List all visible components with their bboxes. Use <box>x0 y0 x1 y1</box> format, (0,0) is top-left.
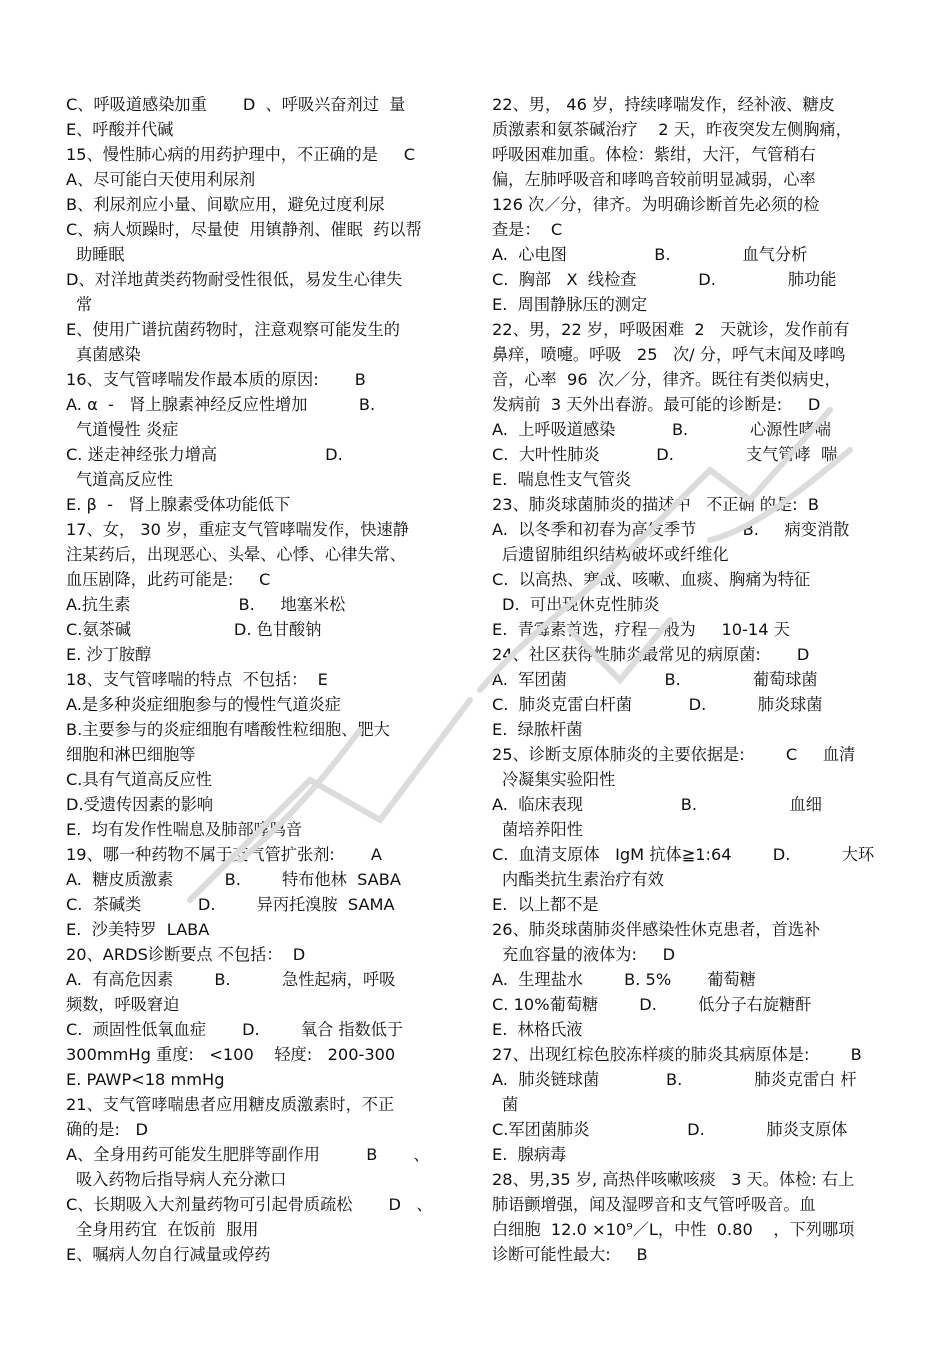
text-line: A、尽可能白天使用利尿剂 <box>66 170 256 189</box>
text-line: 诊断可能性最大: B <box>492 1245 648 1264</box>
text-line: 全身用药宜 在饭前 服用 <box>76 1220 259 1239</box>
text-line: 后遗留肺组织结构破坏或纤维化 <box>502 545 729 564</box>
text-line: E. 青霉素首选，疗程一般为 10-14 天 <box>492 620 790 639</box>
text-line: 发病前 3 天外出春游。最可能的诊断是: D <box>492 395 821 414</box>
text-line: 常 <box>76 295 93 314</box>
text-line: E、使用广谱抗菌药物时，注意观察可能发生的 <box>66 320 400 339</box>
text-line: E. 沙丁胺醇 <box>66 645 152 664</box>
text-line: D.受遗传因素的影响 <box>66 795 214 814</box>
text-line: E. β - 肾上腺素受体功能低下 <box>66 495 291 514</box>
text-line: E. 周围静脉压的测定 <box>492 295 648 314</box>
text-line: 22、男，22 岁，呼吸困难 2 天就诊，发作前有 <box>492 320 850 339</box>
text-line: E. 沙美特罗 LABA <box>66 920 210 939</box>
text-line: 助睡眠 <box>76 245 125 264</box>
text-line: 查是： C <box>492 220 563 239</box>
text-line: 偏，左肺呼吸音和哮鸣音较前明显减弱，心率 <box>492 170 816 189</box>
text-line: A. 糖皮质激素 B. 特布他林 SABA <box>66 870 401 889</box>
text-line: A. 上呼吸道感染 B. 心源性哮喘 <box>492 420 831 439</box>
text-line: 气道高反应性 <box>76 470 174 489</box>
text-line: D、对洋地黄类药物耐受性很低，易发生心律失 <box>66 270 403 289</box>
text-line: 21、支气管哮喘患者应用糖皮质激素时，不正 <box>66 1095 395 1114</box>
text-line: C. 肺炎克雷白杆菌 D. 肺炎球菌 <box>492 695 823 714</box>
right-column <box>492 92 902 1267</box>
text-line: 吸入药物后指导病人充分漱口 <box>76 1170 287 1189</box>
text-line: 16、支气管哮喘发作最本质的原因: B <box>66 370 366 389</box>
text-line: 28、男,35 岁, 高热伴咳嗽咳痰 3 天。体检: 右上 <box>492 1170 855 1189</box>
text-line: 真菌感染 <box>76 345 141 364</box>
text-line: 18、支气管哮喘的特点 不包括： E <box>66 670 328 689</box>
text-line: C、长期吸入大剂量药物可引起骨质疏松 D 、 <box>66 1195 433 1214</box>
text-line: E. PAWP<18 mmHg <box>66 1070 225 1089</box>
text-line: C.氨茶碱 D. 色甘酸钠 <box>66 620 322 639</box>
text-line: A. 有高危因素 B. 急性起病，呼吸 <box>66 970 396 989</box>
text-line: E. 腺病毒 <box>492 1145 567 1164</box>
text-line: 菌 <box>502 1095 519 1114</box>
text-line: 白细胞 12.0 ×10⁹／L，中性 0.80 ，下列哪项 <box>492 1220 855 1239</box>
text-line: 24、社区获得性肺炎最常见的病原菌: D <box>492 645 810 664</box>
text-line: C. 迷走神经张力增高 D. <box>66 445 343 464</box>
text-line: C、病人烦躁时，尽量使 用镇静剂、催眠 药以帮 <box>66 220 422 239</box>
text-line: C. 10%葡萄糖 D. 低分子右旋糖酐 <box>492 995 812 1014</box>
text-line: C.具有气道高反应性 <box>66 770 212 789</box>
text-line: 23、肺炎球菌肺炎的描述中 不正确 的是: B <box>492 495 820 514</box>
text-line: A. 肺炎链球菌 B. 肺炎克雷白 杆 <box>492 1070 857 1089</box>
text-line: 气道慢性 炎症 <box>76 420 179 439</box>
left-column <box>66 92 471 1267</box>
text-line: A. 临床表现 B. 血细 <box>492 795 822 814</box>
text-line: C. 大叶性肺炎 D. 支气管哮 喘 <box>492 445 838 464</box>
text-line: C.军团菌肺炎 D. 肺炎支原体 <box>492 1120 848 1139</box>
text-line: E、嘱病人勿自行减量或停药 <box>66 1245 271 1264</box>
text-line: C. 以高热、寒战、咳嗽、血痰、胸痛为特征 <box>492 570 811 589</box>
text-line: C. 茶碱类 D. 异丙托溴胺 SAMA <box>66 895 395 914</box>
text-line: 确的是: D <box>66 1120 148 1139</box>
text-line: E. 林格氏液 <box>492 1020 583 1039</box>
text-line: 菌培养阳性 <box>502 820 583 839</box>
text-line: 频数，呼吸窘迫 <box>66 995 180 1014</box>
text-line: 血压剧降，此药可能是: C <box>66 570 271 589</box>
text-line: D. 可出现休克性肺炎 <box>502 595 660 614</box>
text-line: 15、慢性肺心病的用药护理中，不正确的是 C <box>66 145 416 164</box>
text-line: 呼吸困难加重。体检：紫绀，大汗，气管稍右 <box>492 145 816 164</box>
text-line: A. 心电图 B. 血气分析 <box>492 245 808 264</box>
text-line: 27、出现红棕色胶冻样痰的肺炎其病原体是: B <box>492 1045 862 1064</box>
text-line: 26、肺炎球菌肺炎伴感染性休克患者，首选补 <box>492 920 821 939</box>
text-line: A. 以冬季和初春为高发季节 B. 病变消散 <box>492 520 850 539</box>
text-line: C. 顽固性低氧血症 D. 氧合 指数低于 <box>66 1020 404 1039</box>
text-line: 25、诊断支原体肺炎的主要依据是: C 血清 <box>492 745 856 764</box>
text-line: E. 喘息性支气管炎 <box>492 470 631 489</box>
text-line: B.主要参与的炎症细胞有嗜酸性粒细胞、肥大 <box>66 720 390 739</box>
text-line: A、全身用药可能发生肥胖等副作用 B 、 <box>66 1145 430 1164</box>
text-line: C、呼吸道感染加重 D 、呼吸兴奋剂过 量 <box>66 95 406 114</box>
text-line: B、利尿剂应小量、间歇应用，避免过度利尿 <box>66 195 385 214</box>
text-line: 300mmHg 重度: <100 轻度: 200-300 <box>66 1045 396 1064</box>
text-line: 冷凝集实验阳性 <box>502 770 616 789</box>
text-line: A.抗生素 B. 地塞米松 <box>66 595 346 614</box>
text-line: 17、女， 30 岁，重症支气管哮喘发作，快速静 <box>66 520 409 539</box>
text-line: E. 以上都不是 <box>492 895 599 914</box>
text-line: 细胞和淋巴细胞等 <box>66 745 196 764</box>
text-line: C. 血清支原体 IgM 抗体≧1:64 D. 大环 <box>492 845 875 864</box>
text-line: A. α - 肾上腺素神经反应性增加 B. <box>66 395 376 414</box>
text-line: 内酯类抗生素治疗有效 <box>502 870 664 889</box>
text-line: A. 军团菌 B. 葡萄球菌 <box>492 670 818 689</box>
text-line: 注某药后，出现恶心、头晕、心悸、心律失常、 <box>66 545 406 564</box>
text-line: 126 次／分，律齐。为明确诊断首先必须的检 <box>492 195 820 214</box>
text-line: E. 绿脓杆菌 <box>492 720 583 739</box>
text-line: 鼻痒，喷嚏。呼吸 25 次/ 分，呼气末闻及哮鸣 <box>492 345 846 364</box>
text-line: 音，心率 96 次／分，律齐。既往有类似病史， <box>492 370 841 389</box>
text-line: 肺语颤增强，闻及湿啰音和支气管呼吸音。血 <box>492 1195 816 1214</box>
text-line: C. 胸部 X 线检查 D. 肺功能 <box>492 270 837 289</box>
text-line: 充血容量的液体为: D <box>502 945 676 964</box>
text-line: 质激素和氨茶碱治疗 2 天，昨夜突发左侧胸痛， <box>492 120 852 139</box>
text-line: A. 生理盐水 B. 5% 葡萄糖 <box>492 970 756 989</box>
text-line: 19、哪一种药物不属于支气管扩张剂: A <box>66 845 382 864</box>
text-line: E. 均有发作性喘息及肺部哮鸣音 <box>66 820 303 839</box>
text-line: E、呼酸并代碱 <box>66 120 174 139</box>
text-line: 22、男， 46 岁，持续哮喘发作，经补液、糖皮 <box>492 95 835 114</box>
text-line: A.是多种炎症细胞参与的慢性气道炎症 <box>66 695 341 714</box>
text-line: 20、ARDS诊断要点 不包括： D <box>66 945 306 964</box>
